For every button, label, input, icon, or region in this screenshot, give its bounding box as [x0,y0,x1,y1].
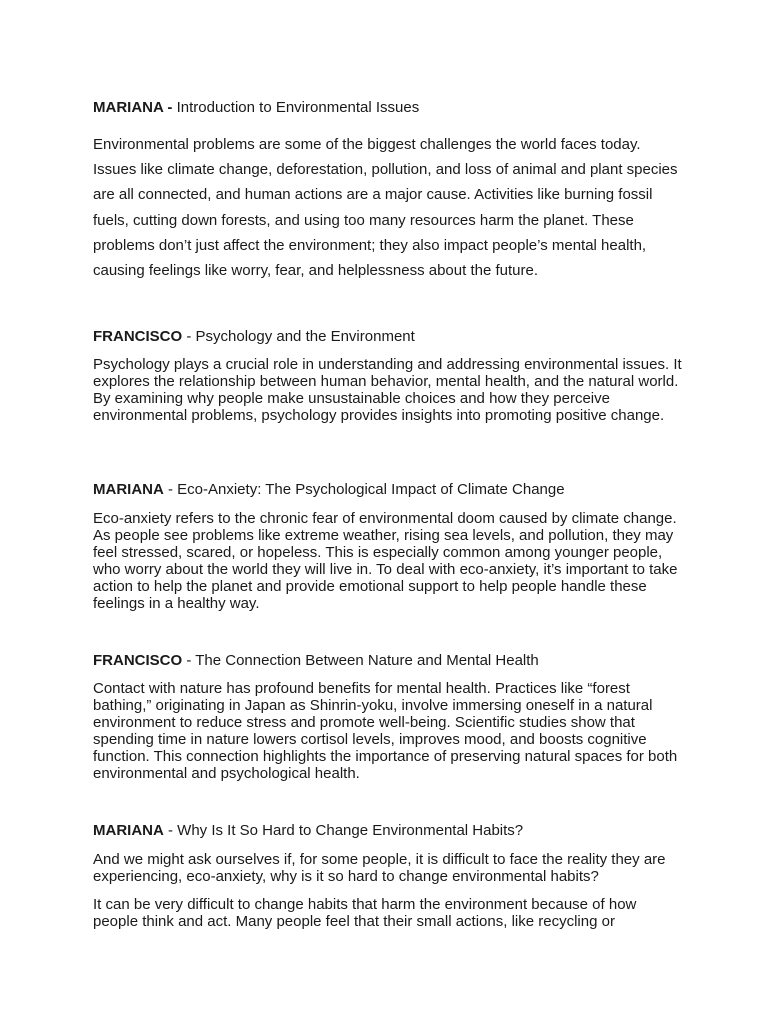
speaker-name: MARIANA - [93,99,173,116]
section-title: - The Connection Between Nature and Mental Health [182,652,539,669]
section-paragraph: Eco-anxiety refers to the chronic fear of environmental doom caused by climate change. As people see problems like extreme weather, rising sea levels, and pollution, they may feel stressed, scared, or hopeless. This is especially common among younger people, who worry about the world they will live in. To deal with eco-anxiety, it’s important to take action to help the planet and provide emotional support to help people handle these feelings in a healthy way. [93,510,678,612]
section-paragraph: Contact with nature has profound benefits for mental health. Practices like “forest bathing,” originating in Japan as Shinrin-yoku, involve immersing oneself in a natural environment to reduce stress and promote well-being. Scientific studies show that spending time in nature lowers cortisol levels, improves mood, and boosts cognitive function. This connection highlights the importance of preserving natural spaces for both environmental and psychological health. [93,680,678,782]
section-paragraph: It can be very difficult to change habits that harm the environment because of how people think and act. Many people feel that their small actions, like recycling or [93,896,637,930]
section-paragraph: Psychology plays a crucial role in understanding and addressing environmental issues. It explores the relationship between human behavior, mental health, and the natural world. By examining why people make unsustainable choices and how they perceive environmental problems, psychology provides insights into promoting positive change. [93,356,682,424]
section-heading-2 [93,328,683,346]
section-heading-5 [93,822,683,840]
section-title: - Eco-Anxiety: The Psychological Impact of Climate Change [163,481,565,498]
section-title: - Psychology and the Environment [182,328,415,345]
section-title: - Why Is It So Hard to Change Environmental Habits? [163,822,524,839]
speaker-name: MARIANA [93,822,164,839]
speaker-name: MARIANA [93,481,164,498]
section-heading-1 [93,99,683,117]
section-heading-3 [93,481,683,499]
section-paragraph: Environmental problems are some of the biggest challenges the world faces today. Issues like climate change, deforestation, pollution, and loss of animal and plant species are all connected, and human actions are a major cause. Activities like burning fossil fuels, cutting down forests, and using too many resources harm the planet. These problems don’t just affect the environment; they also impact people’s mental health, causing feelings like worry, fear, and helplessness about the future. [93,136,678,280]
section-paragraph: And we might ask ourselves if, for some people, it is difficult to face the reality they are experiencing, eco-anxiety, why is it so hard to change environmental habits? [93,851,666,885]
speaker-name: FRANCISCO [93,652,183,669]
section-title: Introduction to Environmental Issues [172,99,420,116]
speaker-name: FRANCISCO [93,328,183,345]
section-heading-4 [93,652,683,670]
